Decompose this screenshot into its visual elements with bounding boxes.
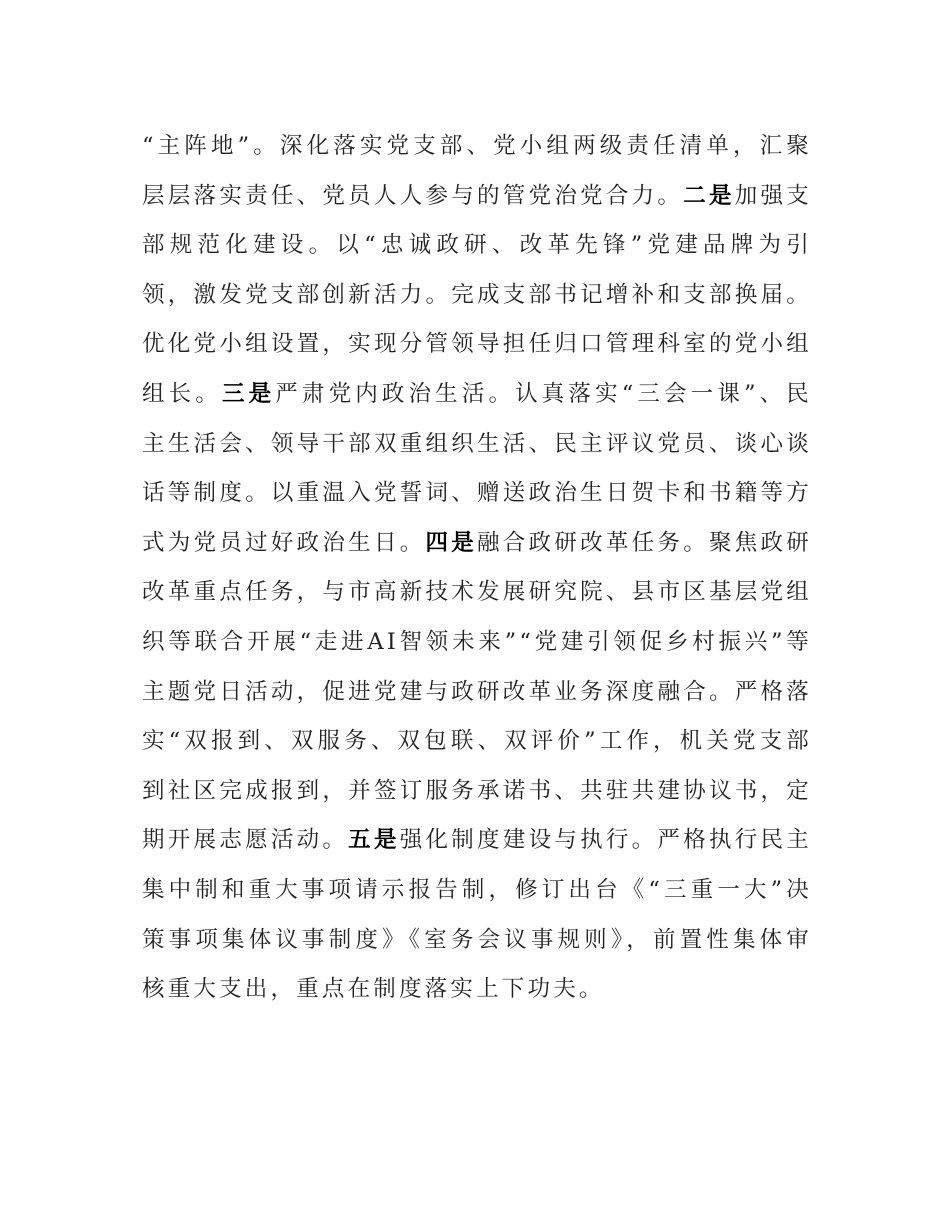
section-marker-five: 五是 bbox=[348, 827, 400, 854]
paragraph-text: “主阵地”。深化落实党支部、党小组两级责任清单，汇聚层层落实责任、党员人人参与的管党治党合力。 bbox=[142, 133, 812, 209]
paragraph-text: 加强支部规范化建设。以“忠诚政研、改革先锋”党建品牌为引领，激发党支部创新活力。完成支部书记增补和支部换届。优化党小组设置，实现分管领导担任归口管理科室的党小组组长。 bbox=[142, 182, 812, 407]
paragraph-text: 融合政研改革任务。聚焦政研改革重点任务，与市高新技术发展研究院、县市区基层党组织等联合开展“走进AI智领未来”“党建引领促乡村振兴”等主题党日活动，促进党建与政研改革业务深度融合。严格落实“双报到、双服务、双包联、双评价”工作，机关党支部到社区完成报到，并签订服务承诺书、共驻共建协议书，定期开展志愿活动。 bbox=[142, 529, 812, 854]
body-paragraph bbox=[142, 122, 812, 1015]
section-marker-four: 四是 bbox=[425, 529, 478, 556]
paragraph-text: 严肃党内政治生活。认真落实“三会一课”、民主生活会、领导干部双重组织生活、民主评议党员、谈心谈话等制度。以重温入党誓词、赠送政治生日贺卡和书籍等方式为党员过好政治生日。 bbox=[142, 380, 812, 556]
paragraph-text: 强化制度建设与执行。严格执行民主集中制和重大事项请示报告制，修订出台《“三重一大”决策事项集体议事制度》《室务会议事规则》，前置性集体审核重大支出，重点在制度落实上下功夫。 bbox=[142, 827, 812, 1003]
section-marker-two: 二是 bbox=[683, 182, 735, 209]
section-marker-three: 三是 bbox=[221, 380, 276, 407]
